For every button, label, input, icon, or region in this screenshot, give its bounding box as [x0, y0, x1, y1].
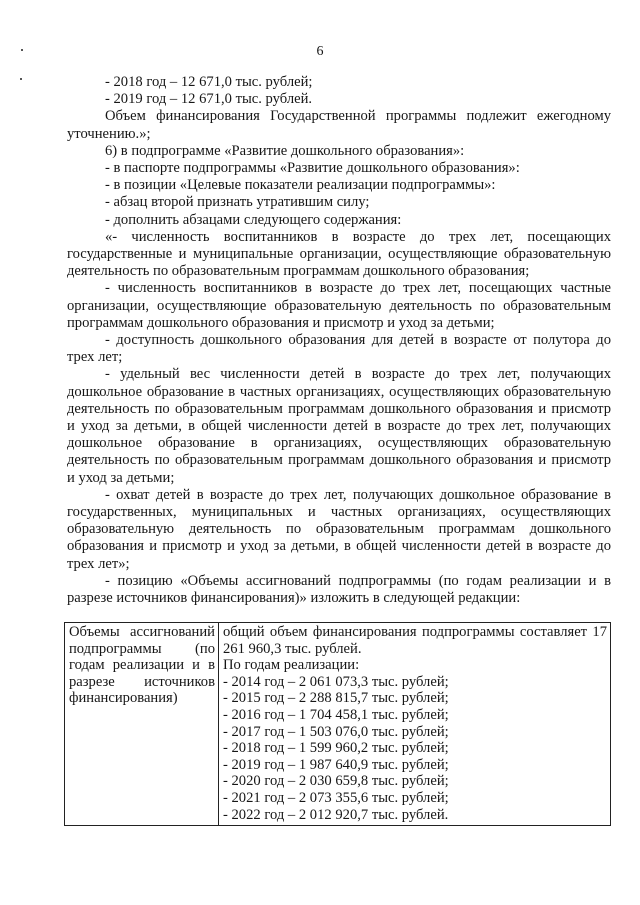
paragraph: 6) в подпрограмме «Развитие дошкольного образования»: — [105, 142, 465, 159]
table-cell-label: Объемы ассигнований подпрограммы (по годам реализации и в разрезе источников финансирования) — [65, 623, 219, 826]
paragraph: - в позиции «Целевые показатели реализации подпрограммы»: — [105, 177, 496, 194]
year-item: - 2019 год – 1 987 640,9 тыс. рублей; — [223, 756, 449, 773]
year-item: - 2015 год – 2 288 815,7 тыс. рублей; — [223, 690, 449, 707]
year-item: - 2018 год – 1 599 960,2 тыс. рублей; — [223, 740, 449, 757]
page-number: 6 — [316, 44, 324, 59]
paragraph: - позицию «Объемы ассигнований подпрограммы (по годам реализации и в разрезе источников финансирования)» изложить в следующей редакции: — [67, 572, 611, 607]
paragraph: «- численность воспитанников в возрасте до трех лет, посещающих государственные и муниципальные организации, осуществляющие образовательную деятельность по образовательным программам дошкольного образования; — [67, 228, 611, 280]
by-years-label: По годам реализации: — [223, 657, 360, 674]
year-item: - 2022 год – 2 012 920,7 тыс. рублей. — [223, 806, 449, 823]
year-list — [223, 674, 607, 823]
scan-speck — [20, 78, 22, 80]
paragraph: - численность воспитанников в возрасте до трех лет, посещающих частные организации, осуществляющие образовательную деятельность по образовательным программам дошкольного образования и присмотр и уход за детьми; — [67, 280, 611, 331]
table-cell-values — [219, 623, 611, 826]
paragraph: - доступность дошкольного образования для детей в возрасте от полутора до трех лет; — [67, 332, 611, 366]
allocation-table — [64, 622, 611, 826]
paragraph: - в паспорте подпрограммы «Развитие дошкольного образования»: — [105, 160, 520, 177]
document-body — [67, 74, 611, 607]
paragraph: - 2018 год – 12 671,0 тыс. рублей; — [105, 74, 313, 90]
year-item: - 2016 год – 1 704 458,1 тыс. рублей; — [223, 706, 449, 723]
paragraph: - абзац второй признать утратившим силу; — [105, 194, 370, 211]
table-row — [65, 623, 611, 826]
year-item: - 2020 год – 2 030 659,8 тыс. рублей; — [223, 773, 449, 790]
total-financing: общий объем финансирования подпрограммы составляет 17 261 960,3 тыс. рублей. — [223, 624, 607, 657]
year-item: - 2017 год – 1 503 076,0 тыс. рублей; — [223, 723, 449, 740]
year-item: - 2021 год – 2 073 355,6 тыс. рублей; — [223, 789, 449, 806]
paragraph: Объем финансирования Государственной программы подлежит ежегодному уточнению.»; — [67, 108, 611, 142]
paragraph: - дополнить абзацами следующего содержания: — [105, 211, 402, 228]
paragraph: - 2019 год – 12 671,0 тыс. рублей. — [105, 91, 313, 108]
paragraph: - охват детей в возрасте до трех лет, получающих дошкольное образование в государственных, муниципальных и частных организациях, осуществляющих образовательную деятельность по образовательным программам дошкольного образования и присмотр и уход за детьми, в общей численности детей в возрасте до трех лет»; — [67, 486, 611, 572]
year-item: - 2014 год – 2 061 073,3 тыс. рублей; — [223, 673, 449, 690]
paragraph: - удельный вес численности детей в возрасте до трех лет, получающих дошкольное образование в частных организациях, осуществляющих образовательную деятельность по образовательным программам дошкольного образования и присмотр и уход за детьми, в общей численности детей в возрасте до трех лет, получающих дошкольное образование в организациях, осуществляющих образовательную деятельность по образовательным программам дошкольного образования и присмотр и уход за детьми; — [67, 366, 611, 486]
